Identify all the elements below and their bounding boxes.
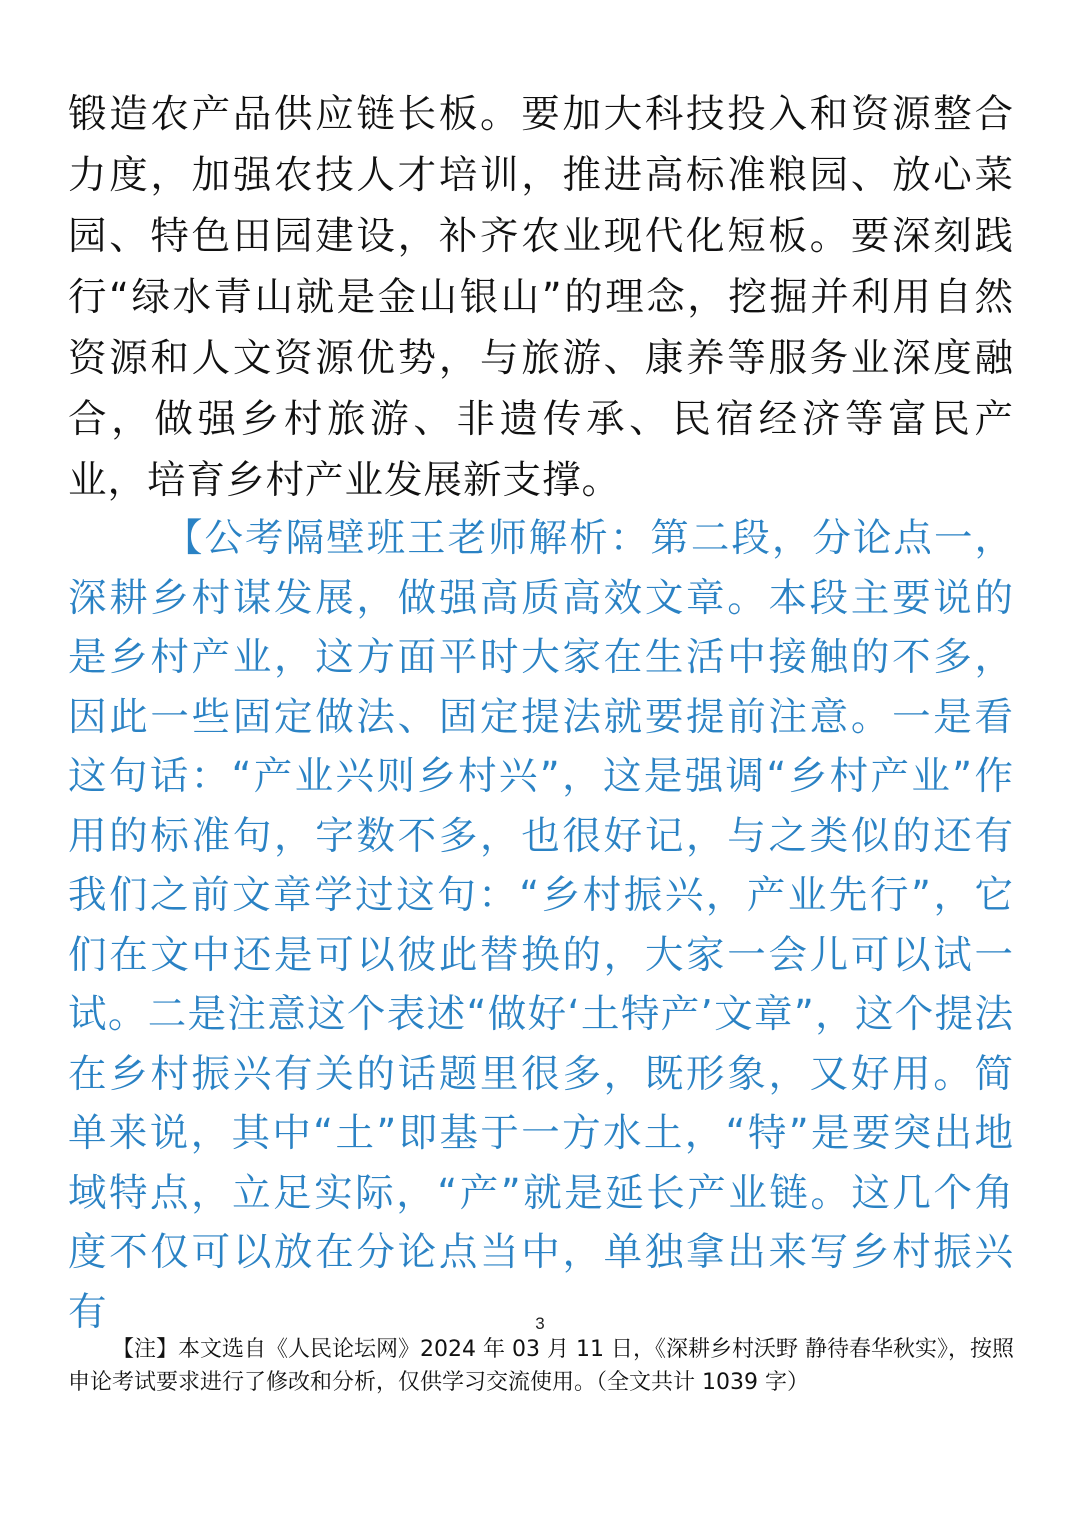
body-paragraph: 锻造农产品供应链长板。要加大科技投入和资源整合力度，加强农技人才培训，推进高标准粮园、放心菜园、特色田园建设，补齐农业现代化短板。要深刻践行“绿水青山就是金山银山”的理念，挖掘并利用自然资源和人文资源优势，与旅游、康养等服务业深度融合，做强乡村旅游、非遗传承、民宿经济等富民产业，培育乡村产业发展新支撑。 [68, 92, 1014, 503]
footnote: 【注】本文选自《人民论坛网》2024 年 03 月 11 日，《深耕乡村沃野 静待春华秋实》，按照申论考试要求进行了修改和分析，仅供学习交流使用。（全文共计 1039 字） [68, 1337, 1014, 1395]
analysis-paragraph: 【公考隔壁班王老师解析：第二段，分论点一，深耕乡村谋发展，做强高质高效文章。本段主要说的是乡村产业，这方面平时大家在生活中接触的不多，因此一些固定做法、固定提法就要提前注意。一是看这句话：“产业兴则乡村兴”，这是强调“乡村产业”作用的标准句，字数不多，也很好记，与之类似的还有我们之前文章学过这句：“乡村振兴，产业先行”，它们在文中还是可以彼此替换的，大家一会儿可以试一试。二是注意这个表述“做好‘土特产’文章”，这个提法在乡村振兴有关的话题里很多，既形象，又好用。简单来说，其中“土”即基于一方水土，“特”是要突出地域特点，立足实际，“产”就是延长产业链。这几个角度不仅可以放在分论点当中，单独拿出来写乡村振兴有 [68, 516, 1014, 1335]
page-number: 3 [535, 1314, 545, 1333]
